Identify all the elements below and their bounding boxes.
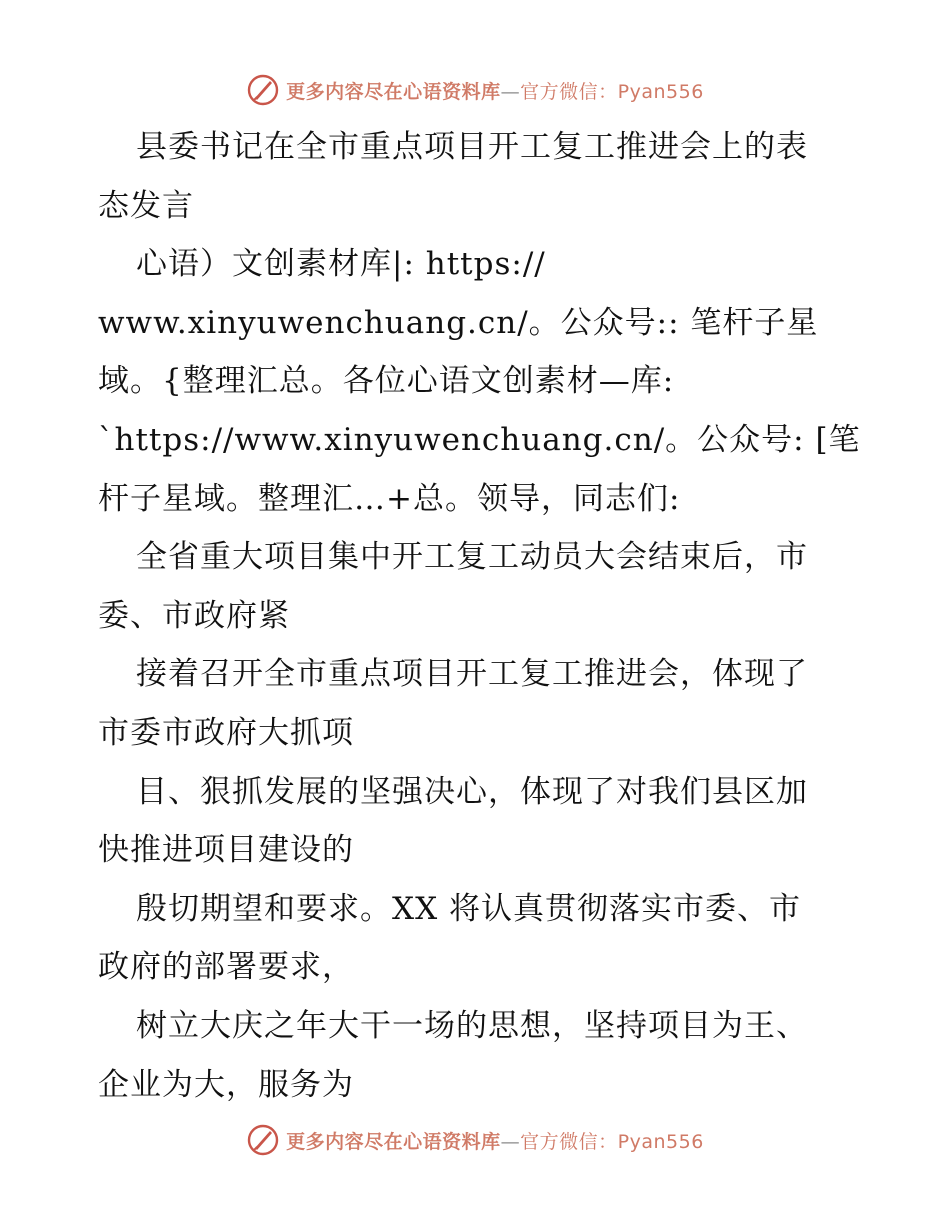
text-line: 快推进项目建设的 xyxy=(98,832,354,869)
footer-banner xyxy=(0,1120,950,1160)
banner-separator: — xyxy=(500,80,521,103)
text-line: 域。{整理汇总。各位心语文创素材—库: xyxy=(98,363,675,400)
text-line: 委、市政府紧 xyxy=(98,597,290,634)
quill-circle-logo-icon xyxy=(246,73,280,107)
banner-left-text: 更多内容尽在心语资料库 xyxy=(286,1130,501,1153)
text-line: www.xinyuwenchuang.cn/。公众号:: 笔杆子星 xyxy=(98,304,819,341)
banner-right-text: 官方微信：Pyan556 xyxy=(520,1130,704,1153)
banner-text xyxy=(286,1127,704,1154)
text-line: 树立大庆之年大干一场的思想，坚持项目为王、 xyxy=(136,1007,808,1044)
text-line: 市委市政府大抓项 xyxy=(98,714,354,751)
text-line: 全省重大项目集中开工复工动员大会结束后，市 xyxy=(136,539,808,576)
banner-right-text: 官方微信：Pyan556 xyxy=(520,80,704,103)
document-body xyxy=(98,118,861,1114)
text-line: 接着召开全市重点项目开工复工推进会，体现了 xyxy=(136,656,808,693)
text-line: 县委书记在全市重点项目开工复工推进会上的表 xyxy=(136,129,808,165)
text-line: 目、狠抓发展的坚强决心，体现了对我们县区加 xyxy=(136,773,808,810)
text-line: 殷切期望和要求。XX 将认真贯彻落实市委、市 xyxy=(136,890,801,927)
text-line: 杆子星域。整理汇…+总。领导，同志们: xyxy=(98,480,681,517)
header-banner xyxy=(0,70,950,110)
banner-left-text: 更多内容尽在心语资料库 xyxy=(286,80,501,103)
banner-text xyxy=(286,77,704,104)
text-line: 心语）文创素材库|: https:// xyxy=(136,246,546,283)
banner-separator: — xyxy=(500,1130,521,1153)
text-line: 政府的部署要求， xyxy=(98,949,354,986)
text-line: 态发言 xyxy=(98,187,194,224)
quill-circle-logo-icon xyxy=(246,1123,280,1157)
text-line: `https://www.xinyuwenchuang.cn/。公众号: [笔 xyxy=(98,421,861,458)
text-line: 企业为大，服务为 xyxy=(98,1066,354,1103)
